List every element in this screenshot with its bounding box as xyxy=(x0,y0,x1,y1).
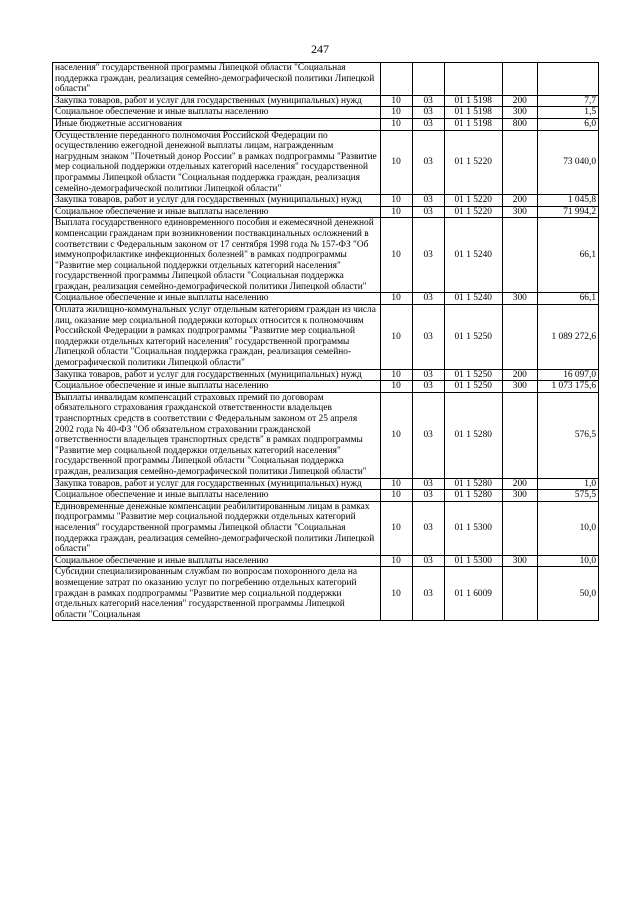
expense-type-cell: 200 xyxy=(502,478,537,490)
budget-table-body xyxy=(53,63,599,621)
subsection-code-cell: 03 xyxy=(412,305,444,370)
expense-type-cell: 800 xyxy=(502,118,537,130)
target-article-cell: 01 1 5300 xyxy=(444,555,502,567)
amount-cell: 1 073 175,6 xyxy=(537,381,598,393)
amount-cell: 575,5 xyxy=(537,490,598,502)
target-article-cell: 01 1 6009 xyxy=(444,567,502,621)
table-row xyxy=(53,293,599,305)
table-row xyxy=(53,478,599,490)
amount-cell: 16 097,0 xyxy=(537,369,598,381)
budget-table xyxy=(52,62,599,621)
target-article-cell: 01 1 5220 xyxy=(444,206,502,218)
row-name-cell: Оплата жилищно-коммунальных услуг отдельным категориям граждан из числа лиц, оказание мер социальной поддержки которых относится к полномочиям Российской Федерации в рамках подпрограммы "Развитие мер социальной поддержки отдельных категорий населения" государственной программы Липецкой области "Социальная поддержка граждан, реализация семейно-демографической политики Липецкой области" xyxy=(53,305,381,370)
expense-type-cell xyxy=(502,305,537,370)
expense-type-cell xyxy=(502,567,537,621)
target-article-cell: 01 1 5198 xyxy=(444,118,502,130)
table-row xyxy=(53,490,599,502)
target-article-cell: 01 1 5300 xyxy=(444,501,502,555)
row-name-cell: Закупка товаров, работ и услуг для государственных (муниципальных) нужд xyxy=(53,369,381,381)
section-code-cell xyxy=(380,63,412,96)
expense-type-cell: 200 xyxy=(502,195,537,207)
target-article-cell: 01 1 5250 xyxy=(444,369,502,381)
subsection-code-cell: 03 xyxy=(412,567,444,621)
expense-type-cell: 200 xyxy=(502,369,537,381)
section-code-cell: 10 xyxy=(380,130,412,195)
section-code-cell: 10 xyxy=(380,218,412,293)
subsection-code-cell: 03 xyxy=(412,369,444,381)
section-code-cell: 10 xyxy=(380,95,412,107)
target-article-cell: 01 1 5250 xyxy=(444,381,502,393)
table-row xyxy=(53,63,599,96)
subsection-code-cell: 03 xyxy=(412,195,444,207)
row-name-cell: Закупка товаров, работ и услуг для государственных (муниципальных) нужд xyxy=(53,478,381,490)
row-name-cell: Социальное обеспечение и иные выплаты населению xyxy=(53,381,381,393)
section-code-cell: 10 xyxy=(380,392,412,478)
target-article-cell: 01 1 5240 xyxy=(444,218,502,293)
expense-type-cell: 300 xyxy=(502,107,537,119)
section-code-cell: 10 xyxy=(380,555,412,567)
row-name-cell: Социальное обеспечение и иные выплаты населению xyxy=(53,107,381,119)
table-row xyxy=(53,107,599,119)
row-name-cell: населения" государственной программы Липецкой области "Социальная поддержка граждан, реализация семейно-демографической политики Липецкой области" xyxy=(53,63,381,96)
expense-type-cell: 300 xyxy=(502,490,537,502)
section-code-cell: 10 xyxy=(380,293,412,305)
subsection-code-cell: 03 xyxy=(412,478,444,490)
target-article-cell: 01 1 5220 xyxy=(444,195,502,207)
amount-cell: 1 089 272,6 xyxy=(537,305,598,370)
amount-cell: 7,7 xyxy=(537,95,598,107)
subsection-code-cell: 03 xyxy=(412,107,444,119)
subsection-code-cell xyxy=(412,63,444,96)
target-article-cell: 01 1 5240 xyxy=(444,293,502,305)
expense-type-cell: 200 xyxy=(502,95,537,107)
table-row xyxy=(53,218,599,293)
amount-cell: 1,5 xyxy=(537,107,598,119)
expense-type-cell xyxy=(502,130,537,195)
table-row xyxy=(53,369,599,381)
section-code-cell: 10 xyxy=(380,567,412,621)
row-name-cell: Выплаты инвалидам компенсаций страховых премий по договорам обязательного страхования гражданской ответственности владельцев транспортных средств в соответствии с Федеральным законом от 25 апреля 2002 года № 40-ФЗ "Об обязательном страховании гражданской ответственности владельцев транспортных средств" в рамках подпрограммы "Развитие мер социальной поддержки отдельных категорий населения" государственной программы Липецкой области "Социальная поддержка граждан, реализация семейно-демографической политики Липецкой области" xyxy=(53,392,381,478)
row-name-cell: Закупка товаров, работ и услуг для государственных (муниципальных) нужд xyxy=(53,95,381,107)
subsection-code-cell: 03 xyxy=(412,95,444,107)
section-code-cell: 10 xyxy=(380,305,412,370)
target-article-cell: 01 1 5220 xyxy=(444,130,502,195)
amount-cell: 6,0 xyxy=(537,118,598,130)
row-name-cell: Социальное обеспечение и иные выплаты населению xyxy=(53,206,381,218)
amount-cell xyxy=(537,63,598,96)
section-code-cell: 10 xyxy=(380,107,412,119)
table-row xyxy=(53,95,599,107)
table-row xyxy=(53,118,599,130)
amount-cell: 10,0 xyxy=(537,555,598,567)
row-name-cell: Социальное обеспечение и иные выплаты населению xyxy=(53,555,381,567)
section-code-cell: 10 xyxy=(380,501,412,555)
table-row xyxy=(53,305,599,370)
target-article-cell: 01 1 5250 xyxy=(444,305,502,370)
row-name-cell: Выплата государственного единовременного пособия и ежемесячной денежной компенсации гражданам при возникновении поствакцинальных осложнений в соответствии с Федеральным законом от 17 сентября 1998 года № 157-ФЗ "Об иммунопрофилактике инфекционных болезней" в рамках подпрограммы "Развитие мер социальной поддержки отдельных категорий населения" государственной программы Липецкой области "Социальная поддержка граждан, реализация семейно-демографической политики Липецкой области" xyxy=(53,218,381,293)
subsection-code-cell: 03 xyxy=(412,490,444,502)
table-row xyxy=(53,501,599,555)
expense-type-cell xyxy=(502,218,537,293)
page-number: 247 xyxy=(311,42,329,56)
table-row xyxy=(53,195,599,207)
amount-cell: 1 045,8 xyxy=(537,195,598,207)
section-code-cell: 10 xyxy=(380,369,412,381)
amount-cell: 576,5 xyxy=(537,392,598,478)
amount-cell: 73 040,0 xyxy=(537,130,598,195)
amount-cell: 66,1 xyxy=(537,218,598,293)
expense-type-cell xyxy=(502,501,537,555)
expense-type-cell: 300 xyxy=(502,206,537,218)
subsection-code-cell: 03 xyxy=(412,392,444,478)
target-article-cell: 01 1 5198 xyxy=(444,95,502,107)
row-name-cell: Закупка товаров, работ и услуг для государственных (муниципальных) нужд xyxy=(53,195,381,207)
subsection-code-cell: 03 xyxy=(412,501,444,555)
subsection-code-cell: 03 xyxy=(412,293,444,305)
amount-cell: 71 994,2 xyxy=(537,206,598,218)
expense-type-cell: 300 xyxy=(502,293,537,305)
amount-cell: 1,0 xyxy=(537,478,598,490)
target-article-cell: 01 1 5198 xyxy=(444,107,502,119)
subsection-code-cell: 03 xyxy=(412,206,444,218)
table-row xyxy=(53,130,599,195)
subsection-code-cell: 03 xyxy=(412,130,444,195)
table-row xyxy=(53,392,599,478)
subsection-code-cell: 03 xyxy=(412,218,444,293)
expense-type-cell xyxy=(502,63,537,96)
amount-cell: 10,0 xyxy=(537,501,598,555)
expense-type-cell: 300 xyxy=(502,555,537,567)
target-article-cell: 01 1 5280 xyxy=(444,392,502,478)
row-name-cell: Осуществление переданного полномочия Российской Федерации по осуществлению ежегодной денежной выплаты лицам, награжденным нагрудным знаком "Почетный донор России" в рамках подпрограммы "Развитие мер социальной поддержки отдельных категорий населения" государственной программы Липецкой области "Социальная поддержка граждан, реализация семейно-демографической политики Липецкой области" xyxy=(53,130,381,195)
section-code-cell: 10 xyxy=(380,490,412,502)
target-article-cell: 01 1 5280 xyxy=(444,490,502,502)
target-article-cell: 01 1 5280 xyxy=(444,478,502,490)
section-code-cell: 10 xyxy=(380,206,412,218)
expense-type-cell: 300 xyxy=(502,381,537,393)
section-code-cell: 10 xyxy=(380,381,412,393)
row-name-cell: Социальное обеспечение и иные выплаты населению xyxy=(53,490,381,502)
table-row xyxy=(53,555,599,567)
section-code-cell: 10 xyxy=(380,118,412,130)
amount-cell: 50,0 xyxy=(537,567,598,621)
row-name-cell: Единовременные денежные компенсации реабилитированным лицам в рамках подпрограммы "Развитие мер социальной поддержки отдельных категорий населения" государственной программы Липецкой области "Социальная поддержка граждан, реализация семейно-демографической политики Липецкой области" xyxy=(53,501,381,555)
amount-cell: 66,1 xyxy=(537,293,598,305)
subsection-code-cell: 03 xyxy=(412,555,444,567)
subsection-code-cell: 03 xyxy=(412,118,444,130)
section-code-cell: 10 xyxy=(380,478,412,490)
section-code-cell: 10 xyxy=(380,195,412,207)
expense-type-cell xyxy=(502,392,537,478)
table-row xyxy=(53,381,599,393)
row-name-cell: Иные бюджетные ассигнования xyxy=(53,118,381,130)
row-name-cell: Субсидии специализированным службам по вопросам похоронного дела на возмещение затрат по оказанию услуг по погребению отдельных категорий граждан в рамках подпрограммы "Развитие мер социальной поддержки отдельных категорий населения" государственной программы Липецкой области "Социальная xyxy=(53,567,381,621)
row-name-cell: Социальное обеспечение и иные выплаты населению xyxy=(53,293,381,305)
target-article-cell xyxy=(444,63,502,96)
subsection-code-cell: 03 xyxy=(412,381,444,393)
table-row xyxy=(53,567,599,621)
table-row xyxy=(53,206,599,218)
